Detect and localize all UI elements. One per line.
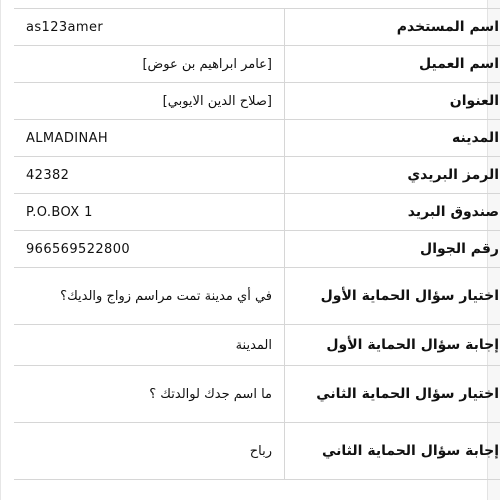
security-question-1-value: في أي مدينة تمت مراسم زواج والديك؟	[14, 268, 285, 325]
customer-name-label: اسم العميل	[285, 46, 500, 83]
table-row-address	[14, 83, 500, 120]
table-row-security-answer-1	[14, 325, 500, 366]
table-row-city	[14, 120, 500, 157]
table-row-customer-name	[14, 46, 500, 83]
po-box-label: صندوق البريد	[285, 194, 500, 231]
table-row-username	[14, 9, 500, 46]
account-info-table	[14, 8, 500, 480]
table-row-po-box	[14, 194, 500, 231]
table-row-postal-code	[14, 157, 500, 194]
security-question-1-label: اختيار سؤال الحماية الأول	[285, 268, 500, 325]
city-label: المدينه	[285, 120, 500, 157]
address-label: العنوان	[285, 83, 500, 120]
city-value: ALMADINAH	[14, 120, 285, 157]
po-box-value: P.O.BOX 1	[14, 194, 285, 231]
customer-name-value: [عامر ابراهيم بن عوض]	[14, 46, 285, 83]
table-row-mobile	[14, 231, 500, 268]
security-answer-2-value: رباح	[14, 423, 285, 480]
security-question-2-value: ما اسم جدك لوالدتك ؟	[14, 366, 285, 423]
security-answer-1-label: إجابة سؤال الحماية الأول	[285, 325, 500, 366]
security-answer-2-label: إجابة سؤال الحماية الثاني	[285, 423, 500, 480]
postal-code-value: 42382	[14, 157, 285, 194]
table-row-security-question-2	[14, 366, 500, 423]
username-label: اسم المستخدم	[285, 9, 500, 46]
address-value: [صلاح الدين الايوبي]	[14, 83, 285, 120]
security-question-2-label: اختيار سؤال الحماية الثاني	[285, 366, 500, 423]
mobile-label: رقم الجوال	[285, 231, 500, 268]
table-row-security-question-1	[14, 268, 500, 325]
panel-left-border	[0, 0, 1, 500]
postal-code-label: الرمز البريدي	[285, 157, 500, 194]
table-row-security-answer-2	[14, 423, 500, 480]
security-answer-1-value: المدينة	[14, 325, 285, 366]
username-value: as123amer	[14, 9, 285, 46]
mobile-value: 966569522800	[14, 231, 285, 268]
